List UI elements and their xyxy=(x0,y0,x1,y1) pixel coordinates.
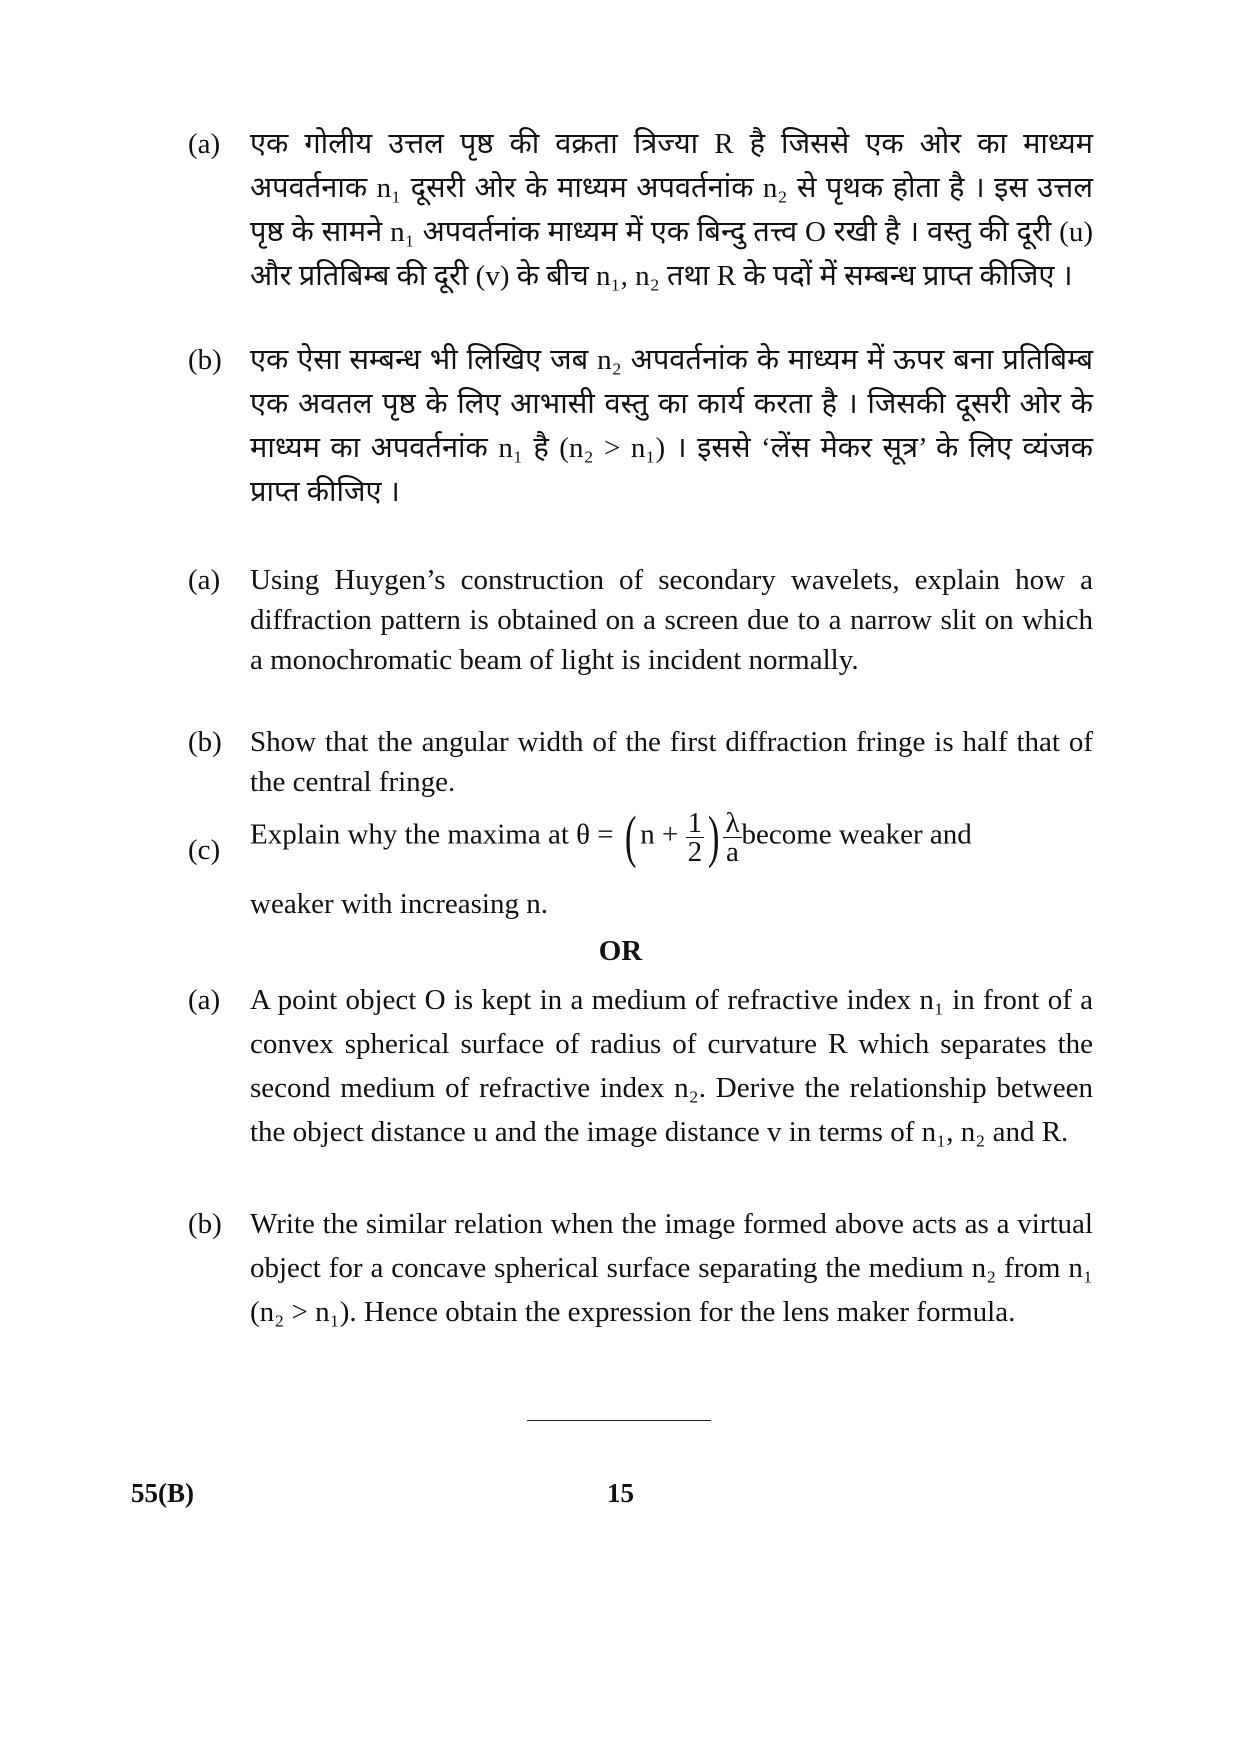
item-text: Using Huygen’s construction of secondary wavelets, explain how a diffraction pattern is obtained on a screen due to a narrow slit on which a monochromatic beam of light is incident normally. xyxy=(250,564,1093,676)
or-question-a xyxy=(188,978,1093,1154)
or-divider: OR xyxy=(598,935,643,967)
or-question-b xyxy=(188,1202,1093,1334)
maxima-formula: ( n + $\frac{1}{2}$ ) $\frac{\lambda}{a}$ xyxy=(624,804,740,869)
item-label: (a) xyxy=(188,128,221,160)
item-label: (b) xyxy=(188,344,222,376)
question-c-line2: weaker with increasing n. xyxy=(250,888,548,920)
item-text xyxy=(250,804,1093,924)
item-text: A point object O is kept in a medium of refractive index n₁ in front of a convex spherical surface of radius of curvature R which separates the second medium of refractive index n₂. Derive the relationship between the object distance u and the image distance v in terms of n₁, n₂ and R. xyxy=(250,984,1093,1148)
hindi-question-a xyxy=(188,122,1093,298)
formula-n: n + xyxy=(640,818,679,851)
item-text: Show that the angular width of the first diffraction fringe is half that of the central fringe. xyxy=(250,726,1093,798)
item-label: (a) xyxy=(188,984,221,1016)
page-number: 15 xyxy=(607,1478,634,1508)
half-fraction: $\frac{1}{2}$ xyxy=(687,806,703,868)
end-rule xyxy=(527,1420,711,1421)
item-label: (b) xyxy=(188,1208,222,1240)
question-b xyxy=(188,722,1093,802)
item-label: (a) xyxy=(188,564,221,596)
item-text: एक ऐसा सम्बन्ध भी लिखिए जब n₂ अपवर्तनांक के माध्यम में ऊपर बना प्रतिबिम्ब एक अवतल पृष्ठ के लिए आभासी वस्तु का कार्य करता है । जिसकी दूसरी ओर के माध्यम का अपवर्तनांक n₁ है (n₂ > n₁) । इससे ‘लेंस मेकर सूत्र’ के लिए व्यंजक प्राप्त कीजिए । xyxy=(250,344,1093,508)
item-text: एक गोलीय उत्तल पृष्ठ की वक्रता त्रिज्या R है जिससे एक ओर का माध्यम अपवर्तनाक n₁ दूसरी ओर के माध्यम अपवर्तनांक n₂ से पृथक होता है । इस उत्तल पृष्ठ के सामने n₁ अपवर्तनांक माध्यम में एक बिन्दु तत्त्व O रखी है । वस्तु की दूरी (u) और प्रतिबिम्ब की दूरी (v) के बीच n₁, n₂ तथा R के पदों में सम्बन्ध प्राप्त कीजिए । xyxy=(250,128,1093,292)
hindi-question-b xyxy=(188,338,1093,514)
item-text: Write the similar relation when the image formed above acts as a virtual object for a concave spherical surface separating the medium n₂ from n₁ (n₂ > n₁). Hence obtain the expression for the lens maker formula. xyxy=(250,1208,1093,1328)
item-label: (b) xyxy=(188,726,222,758)
formula-after: become weaker and xyxy=(741,818,972,851)
formula-before: Explain why the maxima at θ = xyxy=(250,818,614,851)
question-c xyxy=(188,804,1093,924)
item-label: (c) xyxy=(188,834,221,866)
formula-line xyxy=(250,804,1093,878)
lambda-over-a-fraction: $\frac{\lambda}{a}$ xyxy=(725,806,740,868)
paper-code: 55(B) xyxy=(131,1478,194,1508)
question-a xyxy=(188,560,1093,680)
